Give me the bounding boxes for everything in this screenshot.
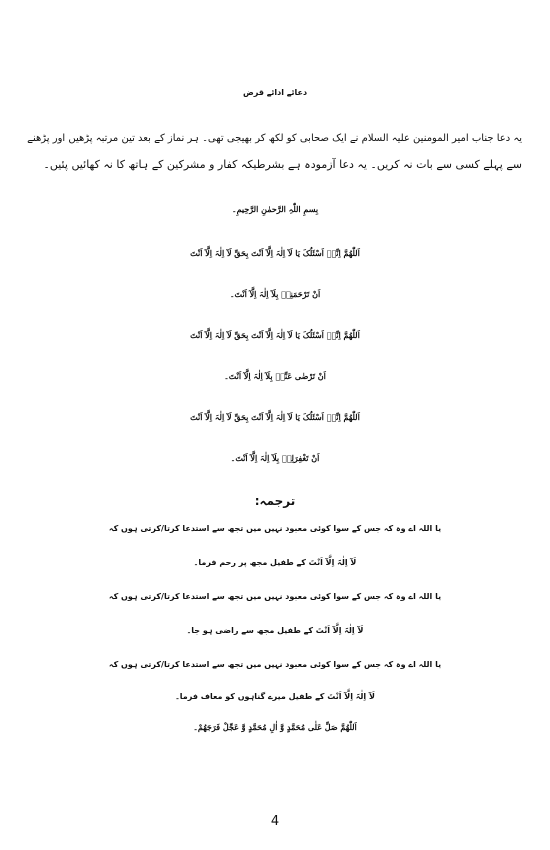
dua-line: اَللّٰھُمَّ اِنِّیۡ اَسْئَلُکَ یَا لَآ اِلٰہَ اِلَّآ اَنْتَ بِحَقِّ لَآ اِلٰہَ اِلَّآ اَنْتَ — [190, 248, 360, 258]
bismillah-line: بِسمِ اللّٰہِ الرَّحمٰنِ الرَّحِیمِ۔ — [231, 204, 319, 214]
intro-line: یہ دعا جناب امیر المومنین علیہ السلام نے ایک صحابی کو لکھ کر بھیجی تھی۔ ہر نماز کے بعد تین مرتبہ پڑھیں اور پڑھنے — [27, 133, 522, 144]
translation-line: یا اللہ اے وہ کہ جس کے سوا کوئی معبود نہیں میں تجھ سے استدعا کرتا/کرتی ہوں کہ — [108, 592, 442, 601]
translation-line: لَآ اِلٰہَ اِلَّآ اَنْتَ کے طفیل مجھ پر رحم فرما۔ — [193, 558, 357, 567]
durood-line: اَللّٰھُمَّ صَلِّ عَلٰی مُحَمَّدٍ وَّ اٰلِ مُحَمَّدٍ وَّ عَجِّلْ فَرَجَھُمْ۔ — [193, 722, 357, 732]
intro-paragraph — [26, 126, 522, 178]
dua-line: اَللّٰھُمَّ اِنِّیۡ اَسْئَلُکَ یَا لَآ اِلٰہَ اِلَّآ اَنْتَ بِحَقِّ لَآ اِلٰہَ اِلَّآ اَنْتَ — [190, 330, 360, 340]
page-title: دعائے ادائے قرض — [242, 88, 308, 97]
translation-line: یا اللہ اے وہ کہ جس کے سوا کوئی معبود نہیں میں تجھ سے استدعا کرتا/کرتی ہوں کہ — [108, 524, 442, 533]
dua-line: اَنْ تَرْحَمَنِیۡ بِلَآ اِلٰہَ اِلَّآ اَنْتَ۔ — [229, 289, 321, 299]
translation-heading: ترجمہ: — [254, 494, 296, 508]
translation-line: لَآ اِلٰہَ اِلَّآ اَنْتَ کے طفیل مجھ سے راضی ہو جا۔ — [186, 626, 364, 635]
intro-line: سے پہلے کسی سے بات نہ کریں۔ یہ دعا آزمودہ ہے بشرطیکہ کفار و مشرکین کے ہاتھ کا نہ کھائیں پئیں۔ — [43, 158, 522, 171]
dua-line: اَنْ تَرْضٰی عَنِّیۡ بِلَآ اِلٰہَ اِلَّآ اَنْتَ۔ — [224, 371, 326, 381]
dua-line: اَللّٰھُمَّ اِنِّیۡ اَسْئَلُکَ یَا لَآ اِلٰہَ اِلَّآ اَنْتَ بِحَقِّ لَآ اِلٰہَ اِلَّآ اَنْتَ — [190, 412, 360, 422]
translation-line: لَآ اِلٰہَ اِلَّآ اَنْتَ کے طفیل میرے گناہوں کو معاف فرما۔ — [175, 692, 375, 701]
translation-line: یا اللہ اے وہ کہ جس کے سوا کوئی معبود نہیں میں تجھ سے استدعا کرتا/کرتی ہوں کہ — [108, 660, 442, 669]
dua-line: اَنْ تَغْفِرَلِیۡ بِلَآ اِلٰہَ اِلَّآ اَنْتَ۔ — [230, 453, 320, 463]
page-number: 4 — [270, 814, 280, 829]
